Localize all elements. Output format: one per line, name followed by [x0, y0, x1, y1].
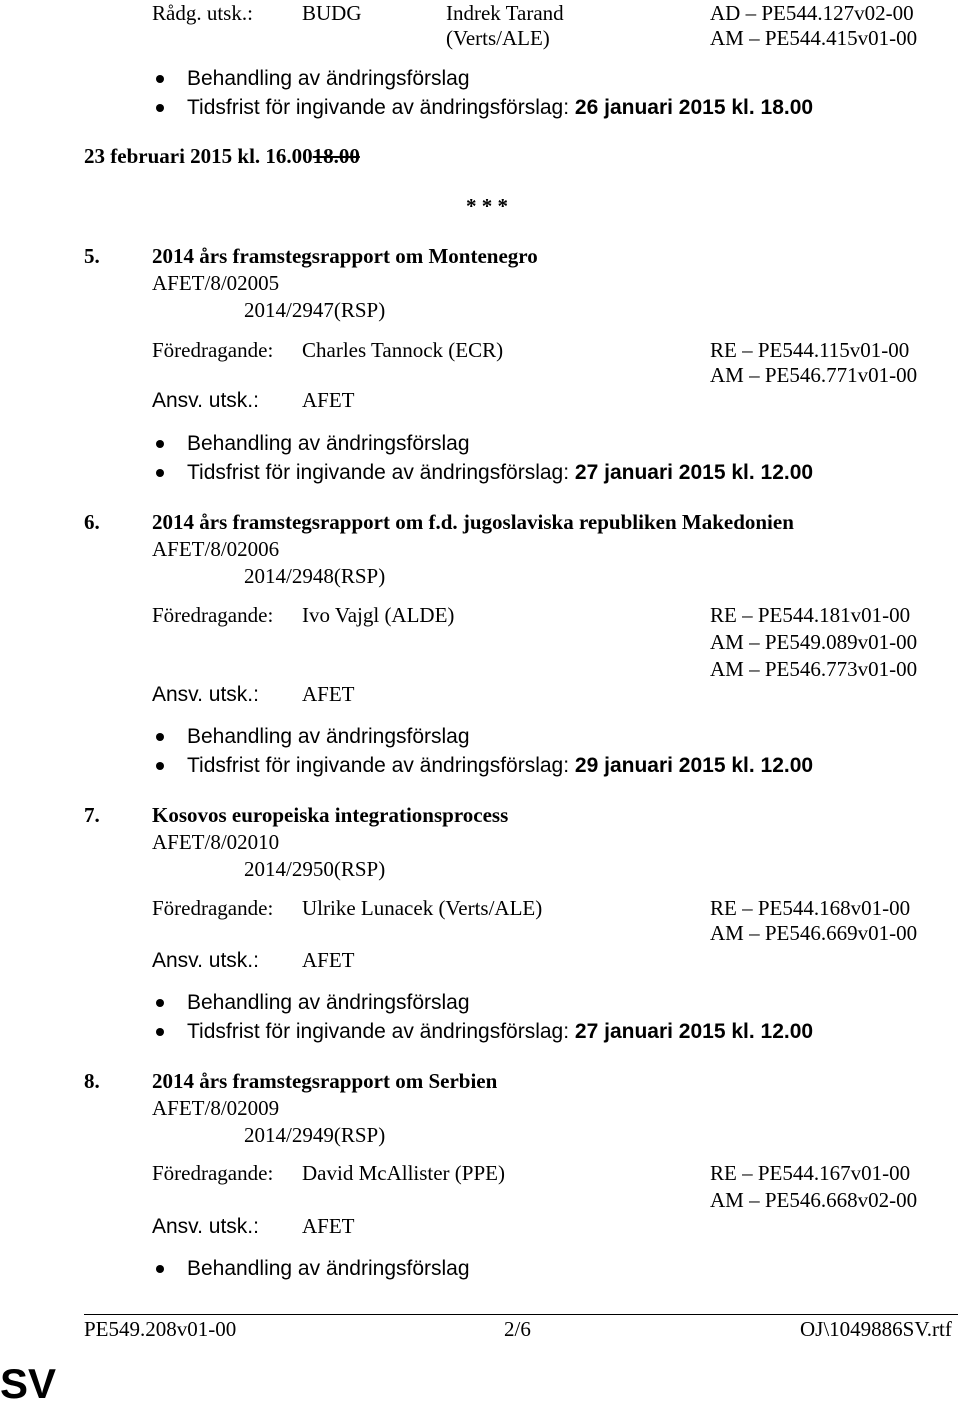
item-procedure: 2014/2948(RSP)	[244, 564, 386, 588]
rapporteur-group: (Verts/ALE)	[446, 26, 550, 50]
handling-item: Behandling av ändringsförslag	[187, 725, 470, 748]
handling-item: Behandling av ändringsförslag	[187, 67, 470, 90]
doc-ref: AM – PE544.415v01-00	[710, 26, 918, 50]
bullet-icon	[156, 469, 164, 477]
item-procedure: 2014/2950(RSP)	[244, 857, 386, 881]
item-number: 8.	[84, 1069, 100, 1093]
rapporteur-label: Föredragande:	[152, 896, 274, 920]
rapporteur-name: Ulrike Lunacek (Verts/ALE)	[302, 896, 543, 920]
bullet-icon	[156, 733, 164, 741]
deadline-value: 27 januari 2015 kl. 12.00	[574, 461, 814, 484]
rapporteur-label: Föredragande:	[152, 338, 274, 362]
bullet-icon	[156, 999, 164, 1007]
doc-ref: AM – PE546.771v01-00	[710, 363, 918, 387]
handling-item: Behandling av ändringsförslag	[187, 1257, 470, 1280]
rapporteur-name: Indrek Tarand	[446, 1, 564, 25]
bullet-icon	[156, 75, 164, 83]
bullet-icon	[156, 440, 164, 448]
revised-time: 18.00	[312, 144, 360, 168]
rapporteur-label: Föredragande:	[152, 603, 274, 627]
handling-item: Behandling av ändringsförslag	[187, 432, 470, 455]
advisory-committee-value: BUDG	[302, 1, 362, 25]
committee-value: AFET	[302, 388, 355, 412]
deadline-item	[187, 94, 813, 121]
item-title: 2014 års framstegsrapport om Serbien	[152, 1069, 498, 1093]
handling-item: Behandling av ändringsförslag	[187, 991, 470, 1014]
committee-value: AFET	[302, 682, 355, 706]
doc-ref: AM – PE546.669v01-00	[710, 921, 918, 945]
rapporteur-name: David McAllister (PPE)	[302, 1161, 505, 1185]
committee-label: Ansv. utsk.:	[152, 949, 259, 972]
footer-divider	[84, 1314, 958, 1315]
committee-label: Ansv. utsk.:	[152, 389, 259, 412]
committee-label: Ansv. utsk.:	[152, 683, 259, 706]
item-number: 5.	[84, 244, 100, 268]
revised-date: 23 februari 2015 kl. 16.00	[84, 144, 313, 168]
advisory-committee-label: Rådg. utsk.:	[152, 1, 253, 25]
item-code: AFET/8/02009	[152, 1096, 280, 1120]
bullet-icon	[156, 762, 164, 770]
bullet-icon	[156, 104, 164, 112]
item-procedure: 2014/2949(RSP)	[244, 1123, 386, 1147]
rapporteur-label: Föredragande:	[152, 1161, 274, 1185]
deadline-value: 29 januari 2015 kl. 12.00	[574, 754, 814, 777]
revised-deadline	[84, 143, 360, 170]
item-number: 7.	[84, 803, 100, 827]
deadline-value: 26 januari 2015 kl. 18.00	[574, 96, 814, 119]
doc-ref: RE – PE544.115v01-00	[710, 338, 910, 362]
footer-file-name: OJ\1049886SV.rtf	[800, 1317, 952, 1341]
item-title: Kosovos europeiska integrationsprocess	[152, 803, 509, 827]
rapporteur-name: Charles Tannock (ECR)	[302, 338, 504, 362]
item-title: 2014 års framstegsrapport om f.d. jugoslaviska republiken Makedonien	[152, 510, 794, 534]
doc-ref: RE – PE544.167v01-00	[710, 1161, 911, 1185]
bullet-icon	[156, 1028, 164, 1036]
section-separator: * * *	[466, 194, 508, 218]
deadline-item	[187, 459, 813, 486]
item-code: AFET/8/02005	[152, 271, 280, 295]
bullet-icon	[156, 1265, 164, 1273]
item-code: AFET/8/02010	[152, 830, 280, 854]
committee-value: AFET	[302, 948, 355, 972]
deadline-prefix: Tidsfrist för ingivande av ändringsförslag:	[187, 461, 570, 484]
footer-doc-ref: PE549.208v01-00	[84, 1317, 237, 1341]
language-code: SV	[0, 1360, 57, 1407]
deadline-item	[187, 1018, 813, 1045]
item-code: AFET/8/02006	[152, 537, 280, 561]
item-title: 2014 års framstegsrapport om Montenegro	[152, 244, 538, 268]
committee-label: Ansv. utsk.:	[152, 1215, 259, 1238]
doc-ref: AD – PE544.127v02-00	[710, 1, 914, 25]
doc-ref: AM – PE546.668v02-00	[710, 1188, 918, 1212]
doc-ref: RE – PE544.168v01-00	[710, 896, 911, 920]
deadline-value: 27 januari 2015 kl. 12.00	[574, 1020, 814, 1043]
deadline-item	[187, 752, 813, 779]
deadline-prefix: Tidsfrist för ingivande av ändringsförslag:	[187, 96, 570, 119]
doc-ref: AM – PE549.089v01-00	[710, 630, 918, 654]
deadline-prefix: Tidsfrist för ingivande av ändringsförslag:	[187, 754, 570, 777]
committee-value: AFET	[302, 1214, 355, 1238]
item-procedure: 2014/2947(RSP)	[244, 298, 386, 322]
deadline-prefix: Tidsfrist för ingivande av ändringsförslag:	[187, 1020, 570, 1043]
doc-ref: AM – PE546.773v01-00	[710, 657, 918, 681]
rapporteur-name: Ivo Vajgl (ALDE)	[302, 603, 455, 627]
item-number: 6.	[84, 510, 100, 534]
doc-ref: RE – PE544.181v01-00	[710, 603, 911, 627]
footer-page-number: 2/6	[504, 1317, 531, 1341]
